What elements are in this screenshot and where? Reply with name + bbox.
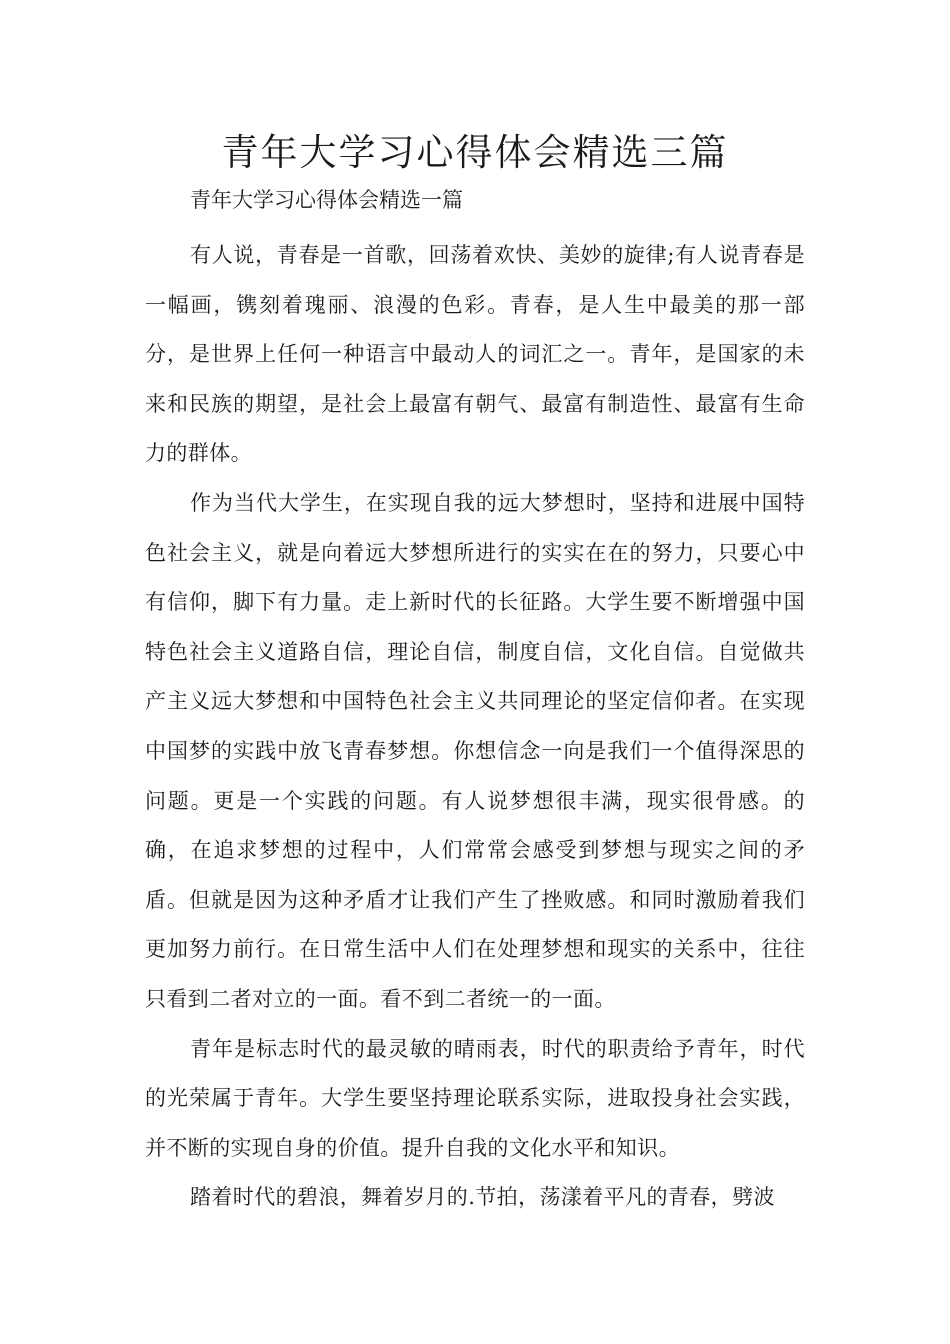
paragraph-3: 青年是标志时代的最灵敏的晴雨表，时代的职责给予青年，时代的光荣属于青年。大学生要坚持理论联系实际，进取投身社会实践，并不断的实现自身的价值。提升自我的文化水平和知识。 <box>145 1036 805 1160</box>
paragraph-2: 作为当代大学生，在实现自我的远大梦想时，坚持和进展中国特色社会主义，就是向着远大梦想所进行的实实在在的努力，只要心中有信仰，脚下有力量。走上新时代的长征路。大学生要不断增强中国特色社会主义道路自信，理论自信，制度自信，文化自信。自觉做共产主义远大梦想和中国特色社会主义共同理论的坚定信仰者。在实现中国梦的实践中放飞青春梦想。你想信念一向是我们一个值得深思的问题。更是一个实践的问题。有人说梦想很丰满，现实很骨感。的确，在追求梦想的过程中，人们常常会感受到梦想与现实之间的矛盾。但就是因为这种矛盾才让我们产生了挫败感。和同时激励着我们更加努力前行。在日常生活中人们在处理梦想和现实的关系中，往往只看到二者对立的一面。看不到二者统一的一面。 <box>145 490 805 1011</box>
document-title: 青年大学习心得体会精选三篇 <box>221 131 729 174</box>
paragraph-1: 有人说，青春是一首歌，回荡着欢快、美妙的旋律;有人说青春是一幅画，镌刻着瑰丽、浪漫的色彩。青春，是人生中最美的那一部分，是世界上任何一种语言中最动人的词汇之一。青年，是国家的未来和民族的期望，是社会上最富有朝气、最富有制造性、最富有生命力的群体。 <box>145 243 805 466</box>
document-body <box>145 231 805 1223</box>
paragraph-4: 踏着时代的碧浪，舞着岁月的.节拍，荡漾着平凡的青春，劈波 <box>190 1185 775 1210</box>
section-subtitle: 青年大学习心得体会精选一篇 <box>190 188 463 212</box>
